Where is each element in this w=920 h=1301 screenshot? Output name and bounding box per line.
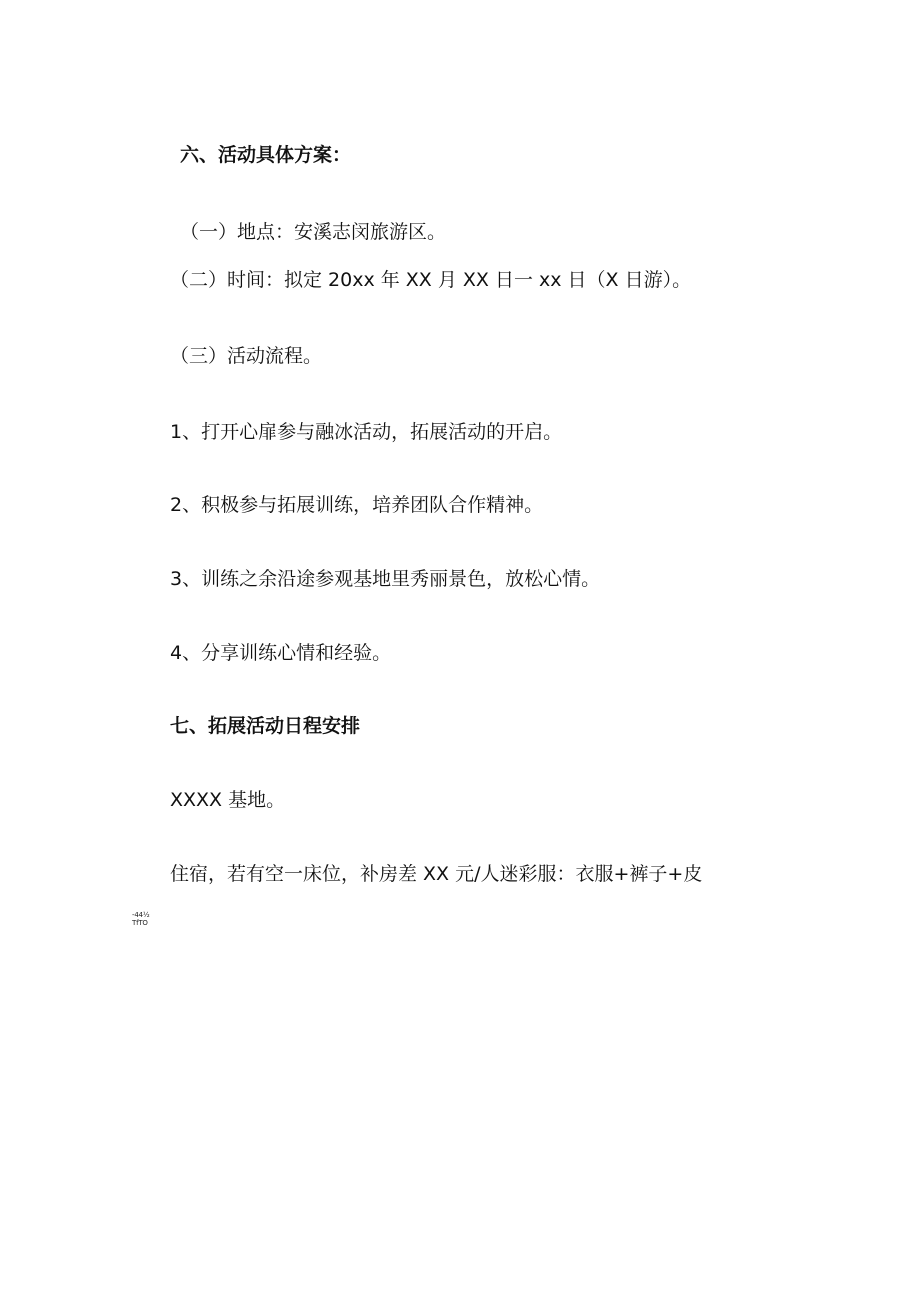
accommodation-line: 住宿，若有空一床位，补房差 XX 元/人迷彩服：衣服+裤子+皮 (170, 863, 703, 885)
base-line: XXXX 基地。 (170, 789, 286, 811)
process-step: 4、分享训练心情和经验。 (170, 642, 392, 664)
process-step: 2、积极参与拓展训练，培养团队合作精神。 (170, 494, 544, 516)
process-step: 3、训练之余沿途参观基地里秀丽景色，放松心情。 (170, 568, 601, 590)
footnote-line-2: TfTO (132, 919, 148, 927)
process-step: 1、打开心扉参与融冰活动，拓展活动的开启。 (170, 421, 563, 443)
process-title: （三）活动流程。 (170, 345, 323, 367)
footnote-line-1: -44½ (132, 911, 150, 919)
location-line: （一）地点：安溪志闵旅游区。 (180, 221, 447, 243)
section-7-heading: 七、拓展活动日程安排 (170, 715, 361, 737)
section-6-heading: 六、活动具体方案： (180, 144, 352, 166)
time-line: （二）时间：拟定 20xx 年 XX 月 XX 日一 xx 日（X 日游）。 (170, 269, 692, 291)
